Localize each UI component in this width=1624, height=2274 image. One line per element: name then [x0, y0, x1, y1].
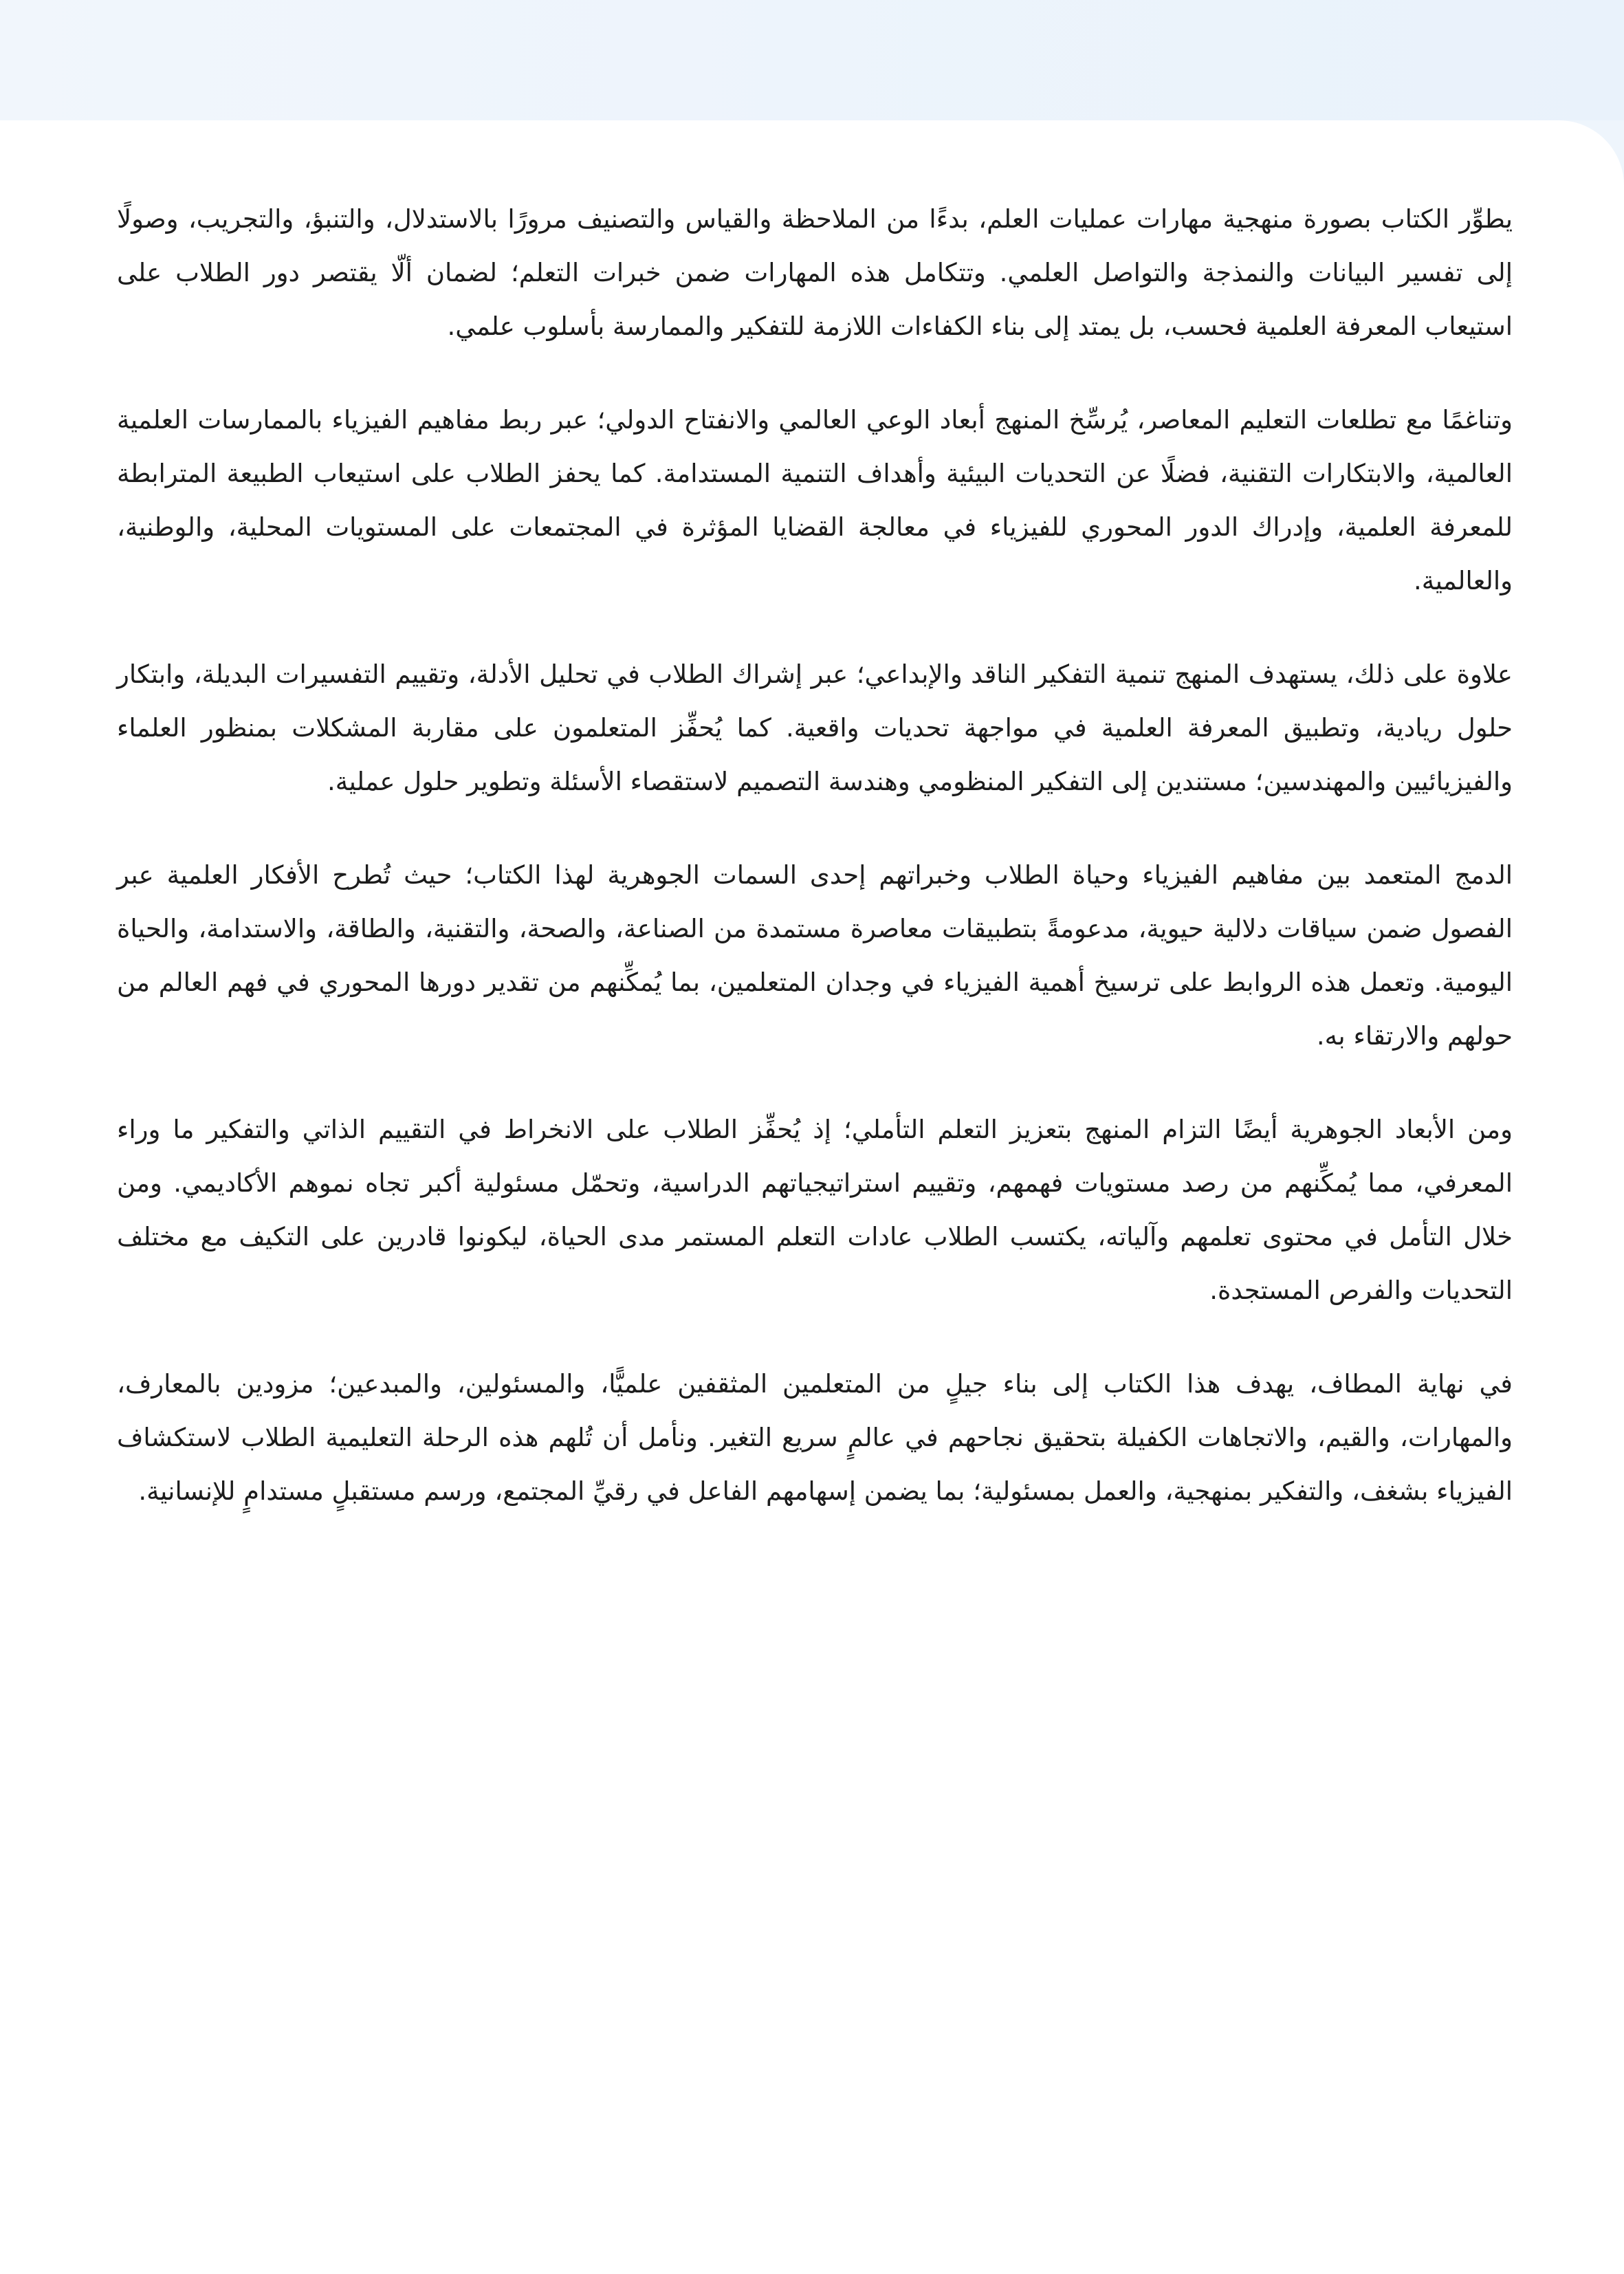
- paragraph-context-integration: الدمج المتعمد بين مفاهيم الفيزياء وحياة الطلاب وخبراتهم إحدى السمات الجوهرية لهذا الكتاب؛ حيث تُطرح الأفكار العلمية عبر الفصول ضمن سياقات دلالية حيوية، مدعومةً بتطبيقات معاصرة مستمدة من الصناعة، والصحة، والتقنية، والطاقة، والاستدامة، والحياة اليومية. وتعمل هذه الروابط على ترسيخ أهمية الفيزياء في وجدان المتعلمين، بما يُمكِّنهم من تقدير دورها المحوري في فهم العالم من حولهم والارتقاء به.: [117, 860, 1513, 1051]
- paragraph-global-awareness: وتناغمًا مع تطلعات التعليم المعاصر، يُرسِّخ المنهج أبعاد الوعي العالمي والانفتاح الدولي؛ عبر ربط مفاهيم الفيزياء بالممارسات العلمية العالمية، والابتكارات التقنية، فضلًا عن التحديات البيئية وأهداف التنمية المستدامة. كما يحفز الطلاب على استيعاب الطبيعة المترابطة للمعرفة العلمية، وإدراك الدور المحوري للفيزياء في معالجة القضايا المؤثرة في المجتمعات على المستويات المحلية، والوطنية، والعالمية.: [117, 405, 1513, 595]
- paragraph-reflective-learning: ومن الأبعاد الجوهرية أيضًا التزام المنهج بتعزيز التعلم التأملي؛ إذ يُحفِّز الطلاب على الانخراط في التقييم الذاتي والتفكير ما وراء المعرفي، مما يُمكِّنهم من رصد مستويات فهمهم، وتقييم استراتيجياتهم الدراسية، وتحمّل مسئولية أكبر تجاه نموهم الأكاديمي. ومن خلال التأمل في محتوى تعلمهم وآلياته، يكتسب الطلاب عادات التعلم المستمر مدى الحياة، ليكونوا قادرين على التكيف مع مختلف التحديات والفرص المستجدة.: [117, 1115, 1513, 1305]
- paragraph-critical-thinking: علاوة على ذلك، يستهدف المنهج تنمية التفكير الناقد والإبداعي؛ عبر إشراك الطلاب في تحليل الأدلة، وتقييم التفسيرات البديلة، وابتكار حلول ريادية، وتطبيق المعرفة العلمية في مواجهة تحديات واقعية. كما يُحفِّز المتعلمون على مقاربة المشكلات بمنظور العلماء والفيزيائيين والمهندسين؛ مستندين إلى التفكير المنظومي وهندسة التصميم لاستقصاء الأسئلة وتطوير حلول عملية.: [117, 659, 1513, 796]
- page-body: [117, 193, 1513, 1558]
- paragraph-science-skills: يطوِّر الكتاب بصورة منهجية مهارات عمليات العلم، بدءًا من الملاحظة والقياس والتصنيف مرورًا بالاستدلال، والتنبؤ، والتجريب، وصولًا إلى تفسير البيانات والنمذجة والتواصل العلمي. وتتكامل هذه المهارات ضمن خبرات التعلم؛ لضمان ألّا يقتصر دور الطلاب على استيعاب المعرفة العلمية فحسب، بل يمتد إلى بناء الكفاءات اللازمة للتفكير والممارسة بأسلوب علمي.: [117, 204, 1513, 341]
- top-band: [0, 0, 1624, 120]
- paragraph-conclusion: في نهاية المطاف، يهدف هذا الكتاب إلى بناء جيلٍ من المتعلمين المثقفين علميًّا، والمسئولين، والمبدعين؛ مزودين بالمعارف، والمهارات، والقيم، والاتجاهات الكفيلة بتحقيق نجاحهم في عالمٍ سريع التغير. ونأمل أن تُلهم هذه الرحلة التعليمية الطلاب لاستكشاف الفيزياء بشغف، والتفكير بمنهجية، والعمل بمسئولية؛ بما يضمن إسهامهم الفاعل في رقيِّ المجتمع، ورسم مستقبلٍ مستدامٍ للإنسانية.: [117, 1369, 1513, 1506]
